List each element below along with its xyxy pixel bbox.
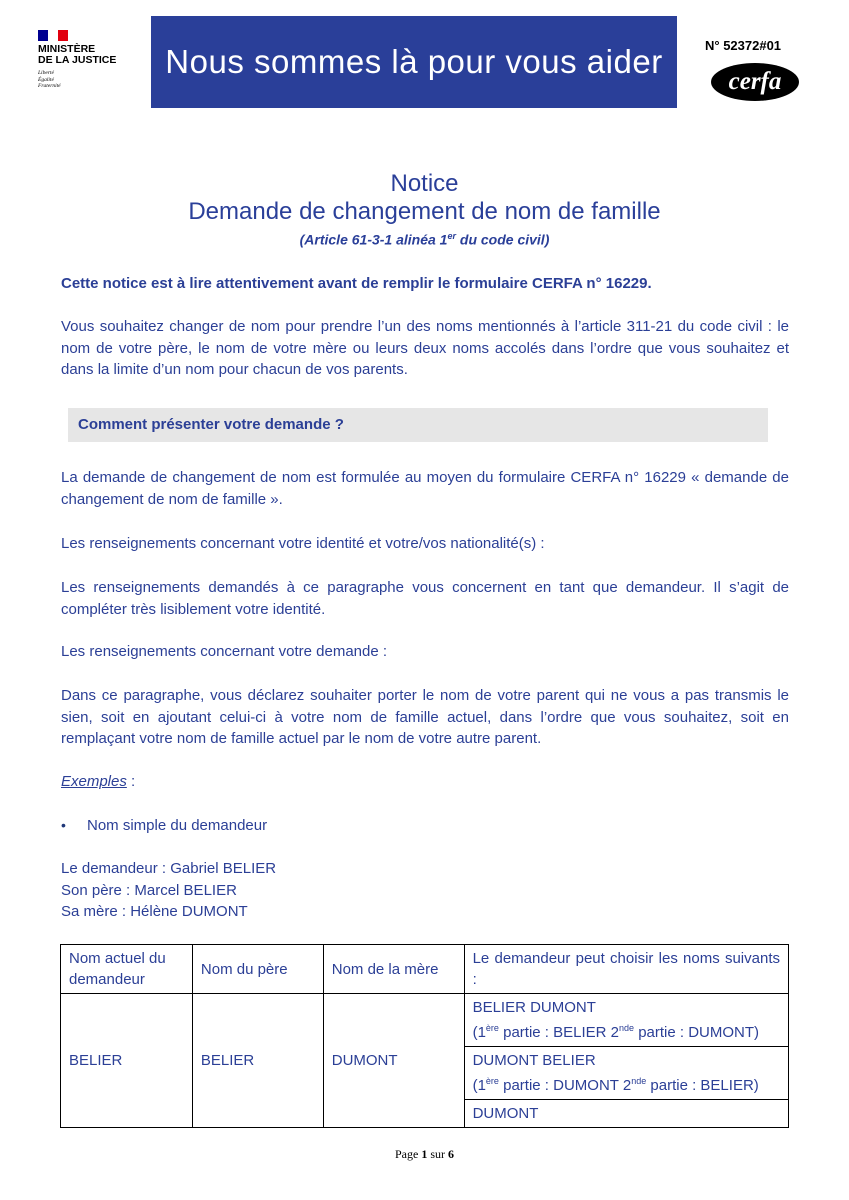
choice-2-part1: partie : DUMONT 2 <box>498 1077 632 1094</box>
article-ref-post: du code civil) <box>456 231 550 248</box>
paragraph-request: Dans ce paragraphe, vous déclarez souhaiter porter le nom de votre parent qui ne vous a pas transmis le sien, soit en ajoutant celui-ci à votre nom de famille actuel, dans l’ordre que vous souhaitez, soit en remplaçant votre nom de famille actuel par le nom de votre autre parent. <box>61 687 789 747</box>
cell-current-name: BELIER <box>61 994 193 1128</box>
choice-1-detail <box>473 1018 780 1043</box>
example-father: Son père : Marcel BELIER <box>61 881 237 899</box>
footer-mid: sur <box>427 1147 448 1161</box>
footer-pre: Page <box>395 1147 422 1161</box>
page-footer <box>0 1147 849 1162</box>
motto-egalite: Égalité <box>38 76 54 83</box>
choice-1-sup2: nde <box>619 1023 635 1033</box>
footer-page: 1 <box>421 1147 428 1161</box>
header-current-name: Nom actuel du demandeur <box>61 945 193 994</box>
ministry-logo <box>38 44 116 66</box>
example-details <box>61 858 789 923</box>
bullet-icon: • <box>61 817 66 833</box>
examples-heading <box>61 771 789 793</box>
intro-warning: Cette notice est à lire attentivement avant de remplir le formulaire CERFA n° 16229. <box>61 275 652 292</box>
ministry-line2: DE LA JUSTICE <box>38 54 117 66</box>
cerfa-number: N° 52372#01 <box>705 38 782 53</box>
choice-1-part1: partie : BELIER 2 <box>498 1024 619 1041</box>
article-ref-sup: er <box>447 231 456 241</box>
cell-father-name: BELIER <box>192 994 323 1128</box>
table-header-row <box>61 945 789 994</box>
article-reference <box>0 231 849 248</box>
paragraph-identity: Les renseignements demandés à ce paragraphe vous concernent en tant que demandeur. Il s’agit de compléter très lisiblement votre identité. <box>61 579 789 618</box>
choice-1-sup1: ère <box>485 1023 499 1033</box>
table-row <box>61 994 789 1047</box>
page-subtitle: Demande de changement de nom de famille <box>188 198 661 225</box>
choice-2-open: (1 <box>472 1077 486 1094</box>
republic-motto <box>38 70 61 90</box>
examples-colon: : <box>126 773 136 790</box>
header-choices: Le demandeur peut choisir les noms suivants : <box>464 945 788 994</box>
intro-paragraph: Vous souhaitez changer de nom pour prendre l’un des noms mentionnés à l’article 311-21 du code civil : le nom de votre père, le nom de votre mère ou leurs deux noms accolés dans l’ordre que vous souhaitez et dans la limite d’un nom pour chacun de vos parents. <box>61 318 789 378</box>
banner-text: Nous sommes là pour vous aider <box>165 43 663 80</box>
motto-fraternite: Fraternité <box>38 83 61 89</box>
example-mother: Sa mère : Hélène DUMONT <box>61 903 248 920</box>
cell-choice-3: DUMONT <box>464 1100 788 1128</box>
paragraph-form: La demande de changement de nom est formulée au moyen du formulaire CERFA n° 16229 « demande de changement de nom de famille ». <box>61 469 789 508</box>
footer-total: 6 <box>448 1147 454 1161</box>
choice-1-name: BELIER DUMONT <box>472 999 596 1016</box>
examples-label: Exemples <box>61 773 127 790</box>
motto-liberte: Liberté <box>38 70 54 76</box>
choice-2-part2: partie : BELIER) <box>646 1077 759 1094</box>
choice-1-part2: partie : DUMONT) <box>634 1024 760 1041</box>
example-applicant: Le demandeur : Gabriel BELIER <box>61 860 277 877</box>
header-banner <box>151 16 677 108</box>
cell-mother-name: DUMONT <box>323 994 464 1128</box>
header-father-name: Nom du père <box>192 945 323 994</box>
cerfa-logo: cerfa <box>711 63 799 101</box>
article-ref-pre: (Article 61-3-1 alinéa 1 <box>299 231 448 248</box>
paragraph-request-heading: Les renseignements concernant votre demande : <box>61 643 388 660</box>
paragraph-identity-heading: Les renseignements concernant votre identité et votre/vos nationalité(s) : <box>61 535 545 552</box>
names-table <box>60 944 789 1128</box>
ministry-line1: MINISTÈRE <box>38 43 96 55</box>
choice-2-detail <box>473 1071 780 1096</box>
choice-2-sup1: ère <box>485 1076 499 1086</box>
section-title: Comment présenter votre demande ? <box>78 416 344 433</box>
choice-2-sup2: nde <box>631 1076 647 1086</box>
cell-choice-2 <box>464 1047 788 1100</box>
bullet-text: Nom simple du demandeur <box>87 817 268 834</box>
marianne-flag-icon <box>38 30 68 41</box>
header-mother-name: Nom de la mère <box>323 945 464 994</box>
choice-1-open: (1 <box>472 1024 486 1041</box>
page-title: Notice <box>390 170 459 197</box>
cell-choice-1 <box>464 994 788 1047</box>
choice-2-name: DUMONT BELIER <box>472 1052 596 1069</box>
